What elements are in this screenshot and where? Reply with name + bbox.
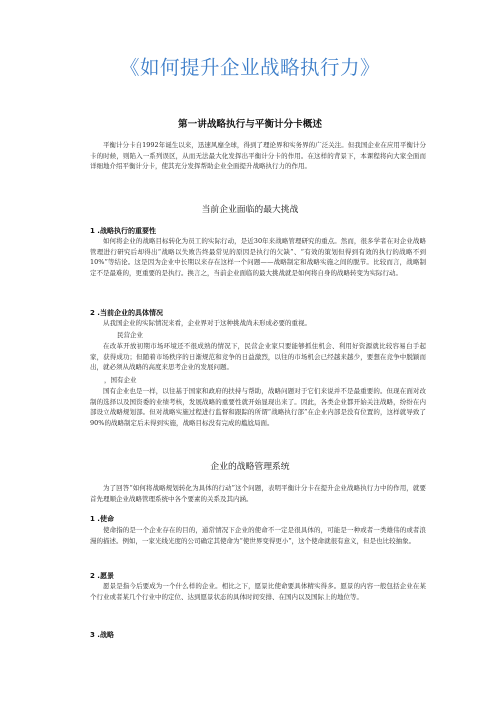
section-intro-paragraph: 平衡计分卡自1992年诞生以来，迅速风靡全球，得到了理论界和实务界的广泛关注。但我国企业在应用平衡计分卡的时候，则陷入一系列误区，从而无法最大化发挥出平衡计分卡的作用。在这样的背景下，本课程将向大家全面而详细地介绍平衡计分卡，使其充分发挥帮助企业全面提升战略执行力的作用。 [90, 141, 426, 170]
label-state-enterprise: ，国有企业 [104, 376, 137, 384]
document-title: 《如何提升企业战略执行力》 [119, 56, 380, 79]
paragraph-state-enterprise: 国有企业也是一样，以往基于国家和政府的扶持与帮助，战略问题对于它们来说并不是最重要的。但现在面对改制的选择以及国资委的业绩考核，发展战略的重要性就开始显现出来了。因此，各类企业都开始关注战略，纷纷在内部设立战略规划部。但对战略实施过程进行监督和跟踪的所谓“战略执行部”在企业内部是没有位置的，这样就导致了90%的战略制定后未得到实施，战略目标没有完成的尴尬局面。 [90, 387, 426, 427]
item-number-importance: 1 .战略执行的重要性 [90, 227, 156, 235]
paragraph-mission: 使命指的是一个企业存在的目的，通常情况下企业的使命不一定是很具体的，可能是一种或者一类雄伟的或者浪漫的描述。例如，一家光线光度的公司确定其使命为“使世界变得更小”，这个使命就很有意义，但是也比较抽象。 [90, 526, 426, 545]
paragraph-vision: 愿景是指今后要成为一个什么样的企业。相比之下，愿景比使命要具体精实得多。愿景的内容一般包括企业在某个行业或者某几个行业中的定位、达到愿景状态的具体时间安排、在国内以及国际上的地位等。 [90, 582, 426, 601]
item-number-strategy: 3 .战略 [90, 631, 114, 639]
section-heading-strategy-system: 企业的战略管理系统 [210, 462, 290, 472]
paragraph-importance: 如何将企业的战略目标转化为员工的实际行动，是近30年来战略管理研究的重点。然而，很多学者在对企业战略管理进行研究后却得出“战略以失败告终最常见的原因是执行的欠缺”、“有效的策划但得到有效的执行的战略不到10%”等结论。这是因为企业中长期以来存在这样一个问题——战略制定和战略实施之间的脱节。比较而言，战略制定不是最难的，更重要的是执行。换言之，当前企业面临的最大挑战就是如何将自身的战略转变为实际行动。 [90, 237, 426, 277]
section-heading-challenge: 当前企业面临的最大挑战 [201, 205, 299, 215]
paragraph-strategy-system: 为了回答“如何将战略规划转化为具体的行动”这个问题，表明平衡计分卡在提升企业战略执行力中的作用，就要首先理顺企业战略管理系统中各个要素的关系及其内涵。 [90, 484, 426, 503]
section-heading-overview: 第一讲战略执行与平衡计分卡概述 [178, 119, 322, 130]
item-number-situation: 2 .当前企业的具体情况 [90, 309, 163, 317]
item-number-vision: 2 .愿景 [90, 572, 114, 580]
paragraph-situation: 从我国企业的实际情况来看，企业界对于这种挑战尚未形成必要的重视。 [103, 319, 311, 327]
label-private-enterprise: 民营企业 [117, 331, 143, 339]
item-number-mission: 1 .使命 [90, 515, 114, 523]
paragraph-private-enterprise: 在改革开放初期市场环境还不很成熟的情况下，民营企业家只要能够抓住机会、利用好资源就比较容易白手起家，获得成功；但随着市场秩序的日渐规范和竞争的日益激烈，以往的市场机会已经越来越少，要想在竞争中脱颖而出，就必须从战略的高度来思考企业的发展问题。 [90, 342, 426, 371]
